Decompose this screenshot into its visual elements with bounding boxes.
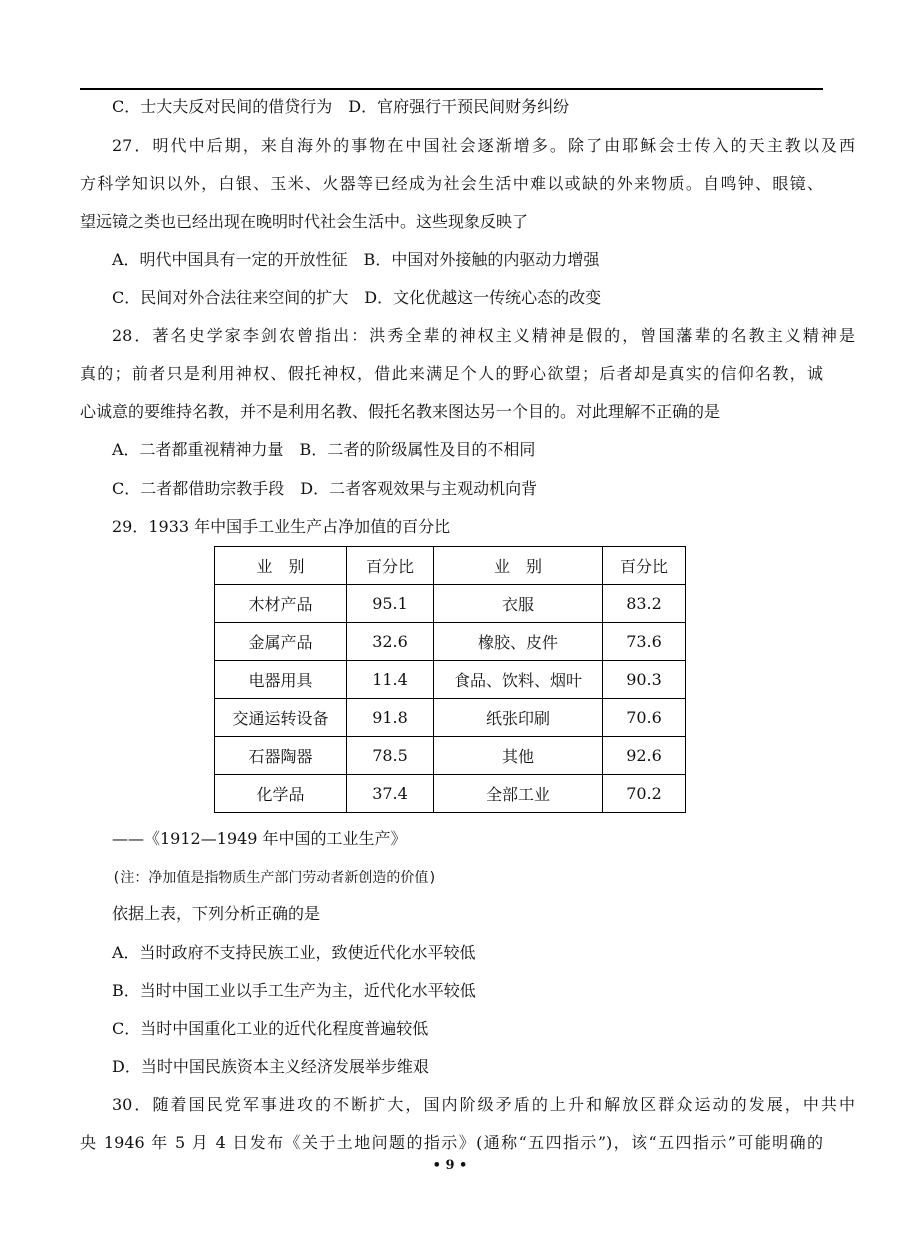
q29-option-a: A．当时政府不支持民族工业，致使近代化水平较低 xyxy=(112,943,476,962)
table-cell: 91.8 xyxy=(347,699,434,737)
table-note: (注：净加值是指物质生产部门劳动者新创造的价值) xyxy=(112,870,437,886)
q27-stem-line-3: 望远镜之类也已经出现在晚明时代社会生活中。这些现象反映了 xyxy=(80,212,529,231)
table-cell: 95.1 xyxy=(347,585,434,623)
table-cell: 其他 xyxy=(434,737,603,775)
top-rule xyxy=(80,88,823,90)
table-source: ——《1912—1949 年中国的工业生产》 xyxy=(112,829,407,848)
table-cell: 70.6 xyxy=(603,699,686,737)
q29-question: 依据上表，下列分析正确的是 xyxy=(112,904,321,923)
table-cell: 食品、饮料、烟叶 xyxy=(434,661,603,699)
table-cell: 交通运转设备 xyxy=(215,699,347,737)
table-cell: 11.4 xyxy=(347,661,434,699)
table-cell: 90.3 xyxy=(603,661,686,699)
table-row xyxy=(215,737,686,775)
table-cell: 37.4 xyxy=(347,775,434,813)
q28-stem-line-3: 心诚意的要维持名教，并不是利用名教、假托名教来图达另一个目的。对此理解不正确的是 xyxy=(80,402,721,421)
table-row xyxy=(215,661,686,699)
table-cell: 83.2 xyxy=(603,585,686,623)
handicraft-table xyxy=(214,546,686,813)
table-header-row xyxy=(215,547,686,585)
q27-stem-line-1: 27．明代中后期，来自海外的事物在中国社会逐渐增多。除了由耶稣会士传入的天主教以及西 xyxy=(112,136,855,155)
table-row xyxy=(215,775,686,813)
table-cell: 73.6 xyxy=(603,623,686,661)
q29-stem: 29．1933 年中国手工业生产占净加值的百分比 xyxy=(112,517,451,536)
table-header: 百分比 xyxy=(347,547,434,585)
table-header: 业 别 xyxy=(434,547,603,585)
q26-option-cd: C．士大夫反对民间的借贷行为 D．官府强行干预民间财务纠纷 xyxy=(112,97,570,116)
q27-stem-line-2: 方科学知识以外，白银、玉米、火器等已经成为社会生活中难以或缺的外来物质。自鸣钟、眼镜、 xyxy=(80,174,823,193)
table-cell: 32.6 xyxy=(347,623,434,661)
page-number: • 9 • xyxy=(432,1158,468,1173)
q30-stem-line-2: 央 1946 年 5 月 4 日发布《关于土地问题的指示》(通称“五四指示”)，该“五四指示”可能明确的 xyxy=(80,1133,823,1152)
q27-option-cd: C．民间对外合法往来空间的扩大 D．文化优越这一传统心态的改变 xyxy=(112,288,602,307)
table-cell: 电器用具 xyxy=(215,661,347,699)
table-cell: 石器陶器 xyxy=(215,737,347,775)
table-row xyxy=(215,623,686,661)
table-cell: 纸张印刷 xyxy=(434,699,603,737)
q27-option-ab: A．明代中国具有一定的开放性征 B．中国对外接触的内驱动力增强 xyxy=(112,250,600,269)
q30-stem-line-1: 30．随着国民党军事进攻的不断扩大，国内阶级矛盾的上升和解放区群众运动的发展，中共中 xyxy=(112,1095,855,1114)
table-header: 百分比 xyxy=(603,547,686,585)
table-cell: 全部工业 xyxy=(434,775,603,813)
q28-option-cd: C．二者都借助宗教手段 D．二者客观效果与主观动机向背 xyxy=(112,479,538,498)
q28-stem-line-1: 28．著名史学家李剑农曾指出：洪秀全辈的神权主义精神是假的，曾国藩辈的名教主义精神是 xyxy=(112,326,855,345)
table-cell: 衣服 xyxy=(434,585,603,623)
q29-option-d: D．当时中国民族资本主义经济发展举步维艰 xyxy=(112,1057,429,1076)
q28-option-ab: A．二者都重视精神力量 B．二者的阶级属性及目的不相同 xyxy=(112,440,536,459)
table-row xyxy=(215,699,686,737)
table-cell: 92.6 xyxy=(603,737,686,775)
table-row xyxy=(215,585,686,623)
table-cell: 金属产品 xyxy=(215,623,347,661)
q29-option-b: B．当时中国工业以手工生产为主，近代化水平较低 xyxy=(112,981,476,1000)
table-cell: 70.2 xyxy=(603,775,686,813)
table-header: 业 别 xyxy=(215,547,347,585)
table-cell: 橡胶、皮件 xyxy=(434,623,603,661)
table-cell: 木材产品 xyxy=(215,585,347,623)
table-cell: 78.5 xyxy=(347,737,434,775)
table-cell: 化学品 xyxy=(215,775,347,813)
q29-option-c: C．当时中国重化工业的近代化程度普遍较低 xyxy=(112,1019,429,1038)
q28-stem-line-2: 真的；前者只是利用神权、假托神权，借此来满足个人的野心欲望；后者却是真实的信仰名教，诚 xyxy=(80,364,823,383)
